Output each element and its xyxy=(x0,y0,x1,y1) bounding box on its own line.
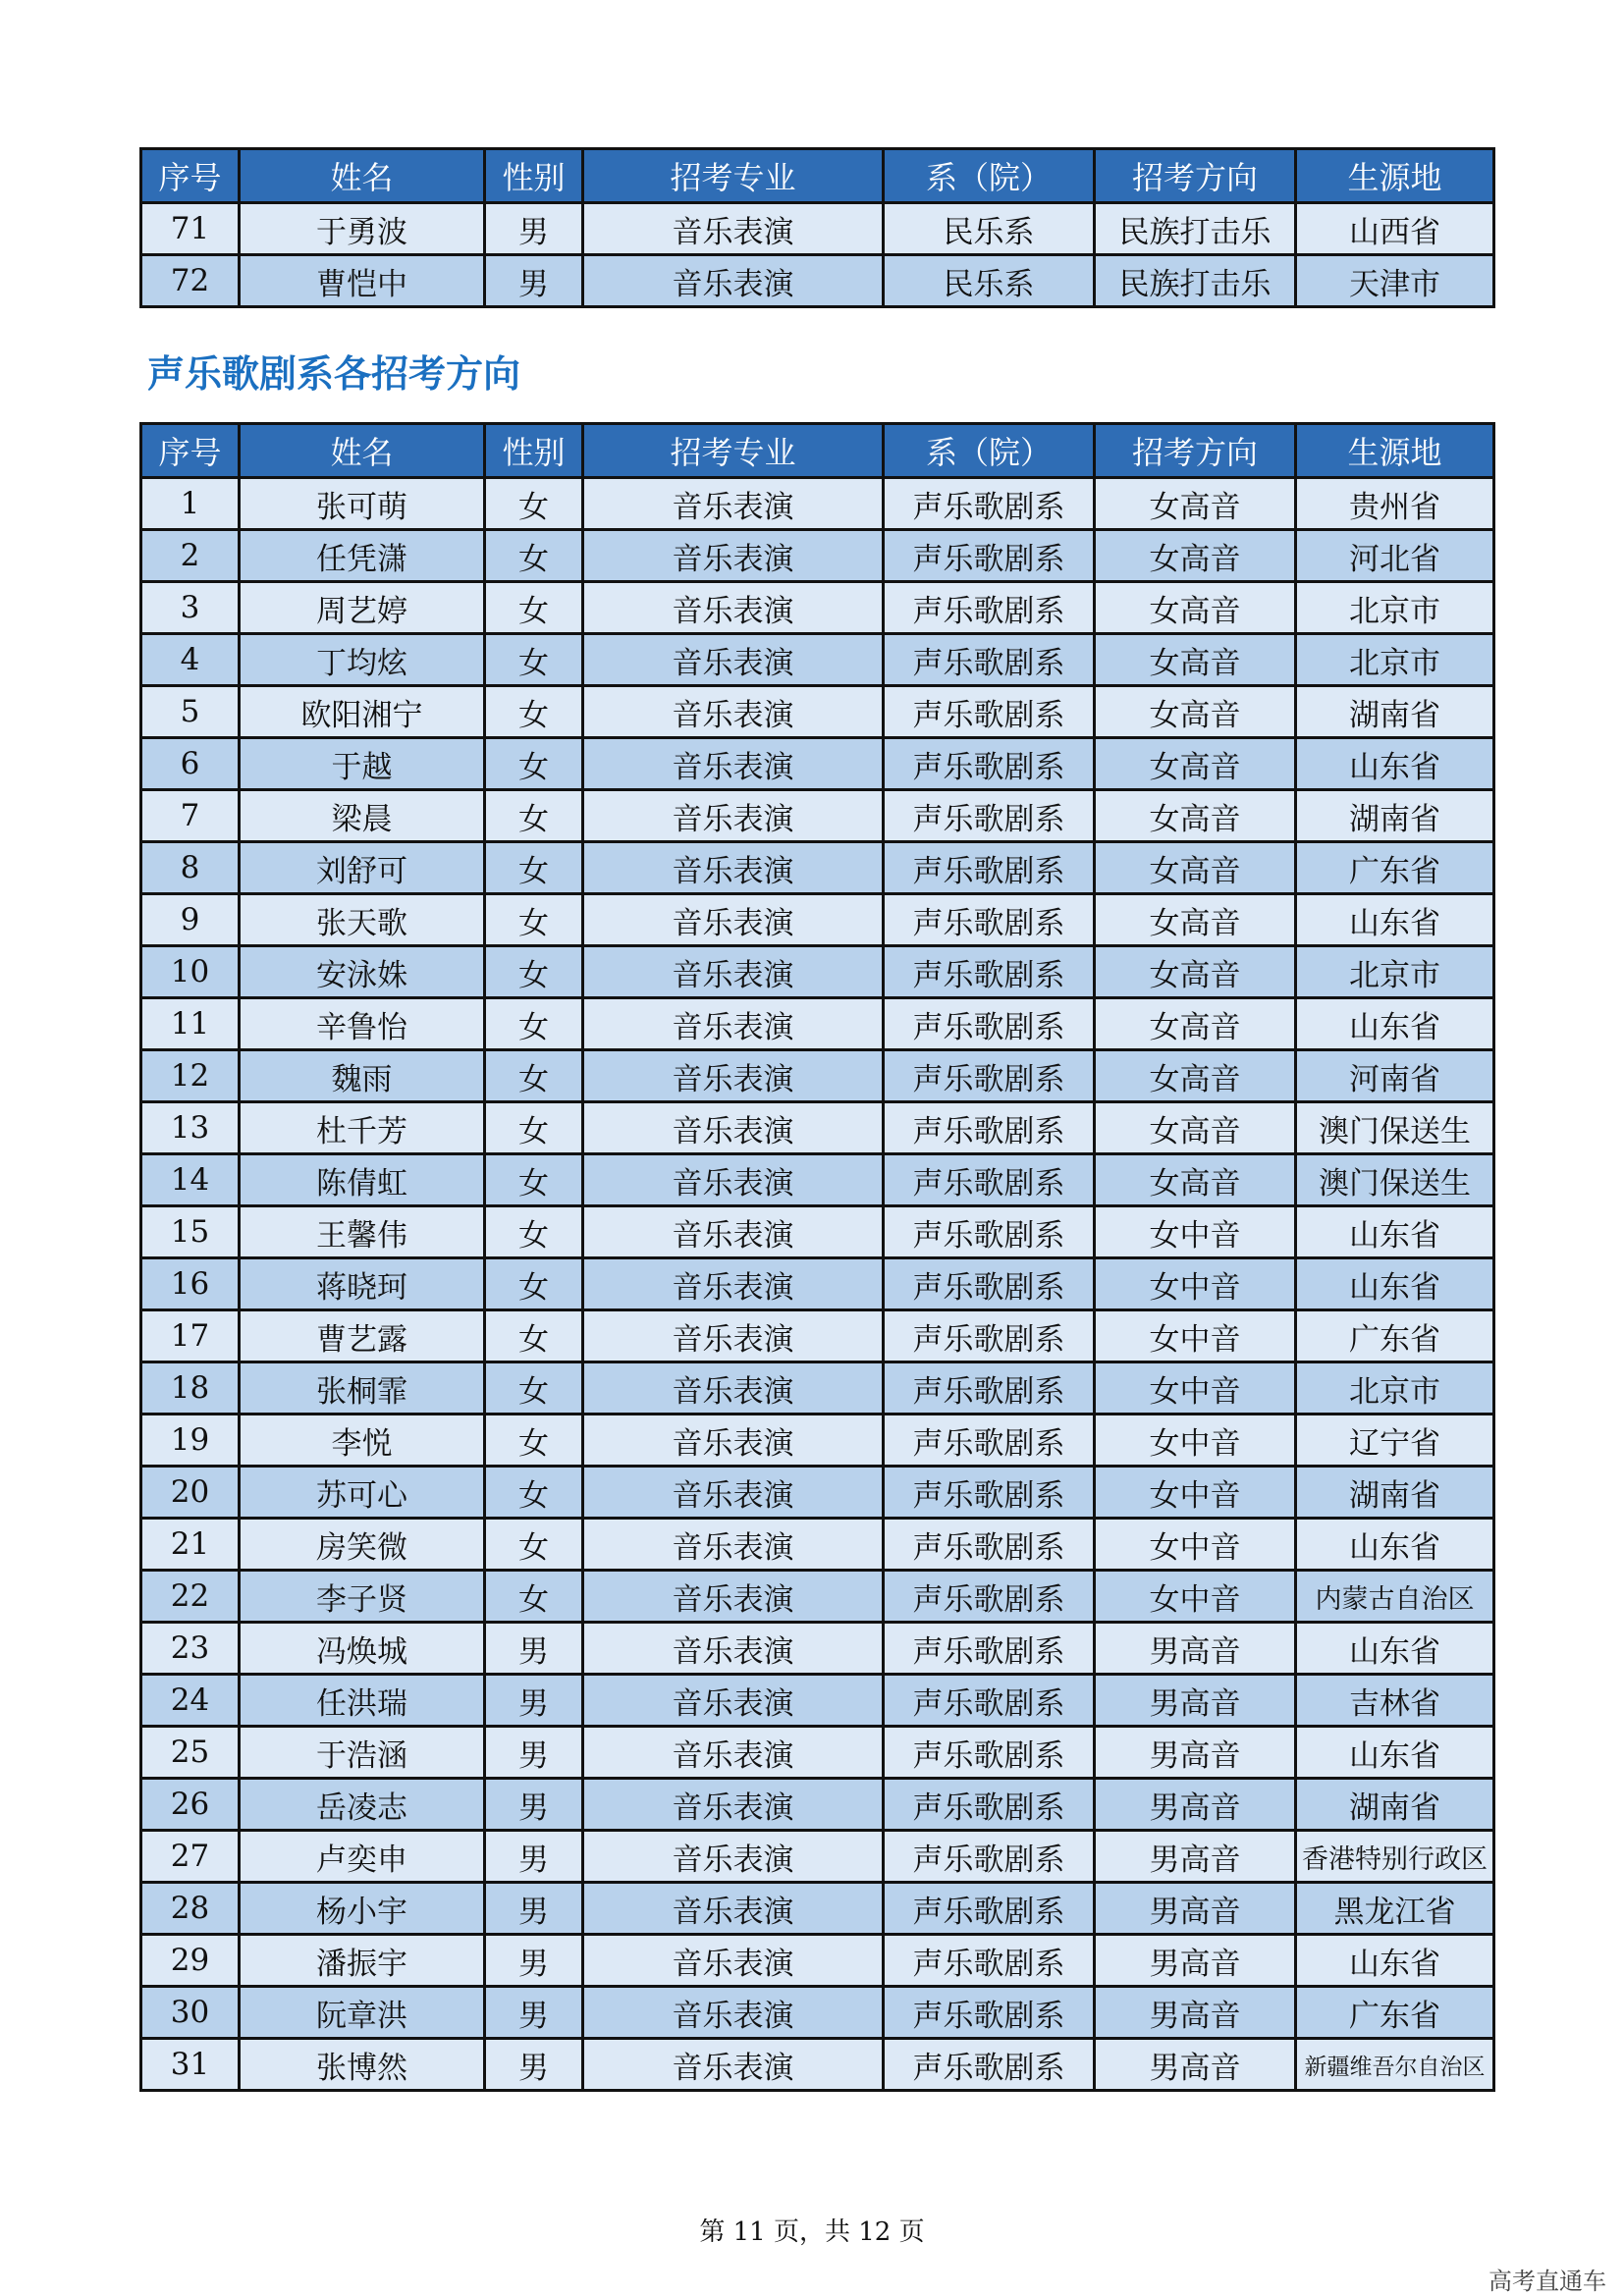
cell-gender: 女 xyxy=(485,1154,583,1206)
header-major: 招考专业 xyxy=(583,424,884,478)
cell-direction: 女中音 xyxy=(1095,1206,1296,1258)
cell-origin: 山东省 xyxy=(1296,1519,1494,1571)
cell-direction: 女中音 xyxy=(1095,1467,1296,1519)
cell-name: 丁均炫 xyxy=(240,634,485,686)
cell-direction: 女中音 xyxy=(1095,1519,1296,1571)
cell-gender: 男 xyxy=(485,203,583,255)
cell-name: 辛鲁怡 xyxy=(240,998,485,1050)
cell-major: 音乐表演 xyxy=(583,530,884,582)
header-index: 序号 xyxy=(141,149,240,203)
cell-major: 音乐表演 xyxy=(583,1362,884,1415)
cell-origin: 山东省 xyxy=(1296,894,1494,946)
cell-index: 17 xyxy=(141,1310,240,1362)
cell-index: 4 xyxy=(141,634,240,686)
cell-direction: 男高音 xyxy=(1095,2039,1296,2091)
cell-name: 苏可心 xyxy=(240,1467,485,1519)
cell-index: 15 xyxy=(141,1206,240,1258)
cell-direction: 女中音 xyxy=(1095,1362,1296,1415)
cell-gender: 男 xyxy=(485,255,583,307)
table-row xyxy=(141,686,1494,738)
cell-index: 3 xyxy=(141,582,240,634)
cell-index: 22 xyxy=(141,1571,240,1623)
table-row xyxy=(141,1727,1494,1779)
cell-name: 刘舒可 xyxy=(240,842,485,894)
header-gender: 性别 xyxy=(485,149,583,203)
cell-name: 梁晨 xyxy=(240,790,485,842)
cell-major: 音乐表演 xyxy=(583,1935,884,1987)
cell-major: 音乐表演 xyxy=(583,842,884,894)
table-header-row xyxy=(141,149,1494,203)
cell-direction: 女高音 xyxy=(1095,998,1296,1050)
cell-gender: 男 xyxy=(485,1779,583,1831)
cell-name: 杨小宇 xyxy=(240,1883,485,1935)
header-origin: 生源地 xyxy=(1296,424,1494,478)
cell-origin: 山西省 xyxy=(1296,203,1494,255)
cell-name: 冯焕城 xyxy=(240,1623,485,1675)
cell-major: 音乐表演 xyxy=(583,1571,884,1623)
cell-gender: 女 xyxy=(485,1519,583,1571)
cell-major: 音乐表演 xyxy=(583,1831,884,1883)
cell-department: 声乐歌剧系 xyxy=(884,998,1095,1050)
cell-department: 声乐歌剧系 xyxy=(884,894,1095,946)
cell-major: 音乐表演 xyxy=(583,1467,884,1519)
cell-department: 声乐歌剧系 xyxy=(884,1779,1095,1831)
cell-department: 声乐歌剧系 xyxy=(884,1467,1095,1519)
cell-origin: 湖南省 xyxy=(1296,790,1494,842)
cell-department: 声乐歌剧系 xyxy=(884,1050,1095,1102)
cell-direction: 女高音 xyxy=(1095,1154,1296,1206)
vocal-opera-table xyxy=(139,422,1495,2092)
cell-index: 5 xyxy=(141,686,240,738)
table-row xyxy=(141,738,1494,790)
cell-gender: 女 xyxy=(485,1102,583,1154)
cell-gender: 男 xyxy=(485,1727,583,1779)
table-row xyxy=(141,582,1494,634)
cell-gender: 女 xyxy=(485,842,583,894)
cell-name: 李子贤 xyxy=(240,1571,485,1623)
cell-origin: 黑龙江省 xyxy=(1296,1883,1494,1935)
cell-direction: 女高音 xyxy=(1095,1102,1296,1154)
cell-major: 音乐表演 xyxy=(583,894,884,946)
cell-gender: 女 xyxy=(485,478,583,530)
cell-gender: 女 xyxy=(485,1206,583,1258)
cell-direction: 女高音 xyxy=(1095,894,1296,946)
table-row xyxy=(141,1258,1494,1310)
cell-origin: 天津市 xyxy=(1296,255,1494,307)
header-name: 姓名 xyxy=(240,149,485,203)
table-row xyxy=(141,1571,1494,1623)
cell-origin: 湖南省 xyxy=(1296,686,1494,738)
cell-gender: 女 xyxy=(485,1050,583,1102)
cell-major: 音乐表演 xyxy=(583,1310,884,1362)
cell-department: 声乐歌剧系 xyxy=(884,1623,1095,1675)
cell-direction: 男高音 xyxy=(1095,1623,1296,1675)
cell-major: 音乐表演 xyxy=(583,478,884,530)
cell-gender: 男 xyxy=(485,1623,583,1675)
cell-name: 岳凌志 xyxy=(240,1779,485,1831)
table-row xyxy=(141,1779,1494,1831)
cell-gender: 男 xyxy=(485,1675,583,1727)
cell-origin: 山东省 xyxy=(1296,998,1494,1050)
cell-major: 音乐表演 xyxy=(583,1623,884,1675)
cell-origin: 广东省 xyxy=(1296,1987,1494,2039)
cell-major: 音乐表演 xyxy=(583,1206,884,1258)
cell-gender: 女 xyxy=(485,946,583,998)
cell-index: 8 xyxy=(141,842,240,894)
cell-direction: 男高音 xyxy=(1095,1675,1296,1727)
cell-department: 声乐歌剧系 xyxy=(884,530,1095,582)
cell-major: 音乐表演 xyxy=(583,203,884,255)
cell-direction: 女高音 xyxy=(1095,842,1296,894)
cell-gender: 女 xyxy=(485,530,583,582)
cell-index: 28 xyxy=(141,1883,240,1935)
cell-department: 声乐歌剧系 xyxy=(884,478,1095,530)
cell-department: 声乐歌剧系 xyxy=(884,1154,1095,1206)
cell-name: 张桐霏 xyxy=(240,1362,485,1415)
header-index: 序号 xyxy=(141,424,240,478)
cell-department: 声乐歌剧系 xyxy=(884,790,1095,842)
cell-index: 9 xyxy=(141,894,240,946)
section-title: 声乐歌剧系各招考方向 xyxy=(147,352,521,396)
cell-direction: 女中音 xyxy=(1095,1258,1296,1310)
cell-origin: 北京市 xyxy=(1296,634,1494,686)
header-gender: 性别 xyxy=(485,424,583,478)
cell-name: 欧阳湘宁 xyxy=(240,686,485,738)
table-row xyxy=(141,1415,1494,1467)
cell-gender: 女 xyxy=(485,1362,583,1415)
cell-gender: 女 xyxy=(485,1310,583,1362)
cell-gender: 男 xyxy=(485,1883,583,1935)
watermark: 高考直通车 xyxy=(1489,2268,1606,2295)
cell-origin: 山东省 xyxy=(1296,1258,1494,1310)
cell-origin: 湖南省 xyxy=(1296,1779,1494,1831)
cell-name: 阮章洪 xyxy=(240,1987,485,2039)
cell-name: 王馨伟 xyxy=(240,1206,485,1258)
cell-index: 20 xyxy=(141,1467,240,1519)
cell-origin: 新疆维吾尔自治区 xyxy=(1296,2039,1494,2091)
table-row xyxy=(141,1050,1494,1102)
cell-name: 曹恺中 xyxy=(240,255,485,307)
cell-name: 杜千芳 xyxy=(240,1102,485,1154)
cell-name: 李悦 xyxy=(240,1415,485,1467)
cell-major: 音乐表演 xyxy=(583,790,884,842)
cell-origin: 河北省 xyxy=(1296,530,1494,582)
table-row xyxy=(141,2039,1494,2091)
cell-origin: 贵州省 xyxy=(1296,478,1494,530)
header-department: 系（院） xyxy=(884,149,1095,203)
cell-department: 声乐歌剧系 xyxy=(884,1571,1095,1623)
cell-major: 音乐表演 xyxy=(583,582,884,634)
cell-direction: 民族打击乐 xyxy=(1095,255,1296,307)
cell-origin: 山东省 xyxy=(1296,1206,1494,1258)
cell-direction: 女高音 xyxy=(1095,686,1296,738)
table-row xyxy=(141,203,1494,255)
cell-direction: 民族打击乐 xyxy=(1095,203,1296,255)
cell-index: 23 xyxy=(141,1623,240,1675)
cell-major: 音乐表演 xyxy=(583,1675,884,1727)
cell-direction: 男高音 xyxy=(1095,1779,1296,1831)
header-department: 系（院） xyxy=(884,424,1095,478)
cell-department: 声乐歌剧系 xyxy=(884,1415,1095,1467)
cell-name: 任洪瑞 xyxy=(240,1675,485,1727)
table-row xyxy=(141,1154,1494,1206)
table-row xyxy=(141,1362,1494,1415)
cell-major: 音乐表演 xyxy=(583,686,884,738)
table-row xyxy=(141,1675,1494,1727)
cell-name: 于浩涵 xyxy=(240,1727,485,1779)
table-row xyxy=(141,255,1494,307)
cell-index: 14 xyxy=(141,1154,240,1206)
cell-major: 音乐表演 xyxy=(583,1102,884,1154)
cell-gender: 女 xyxy=(485,1415,583,1467)
cell-major: 音乐表演 xyxy=(583,255,884,307)
cell-index: 19 xyxy=(141,1415,240,1467)
cell-department: 声乐歌剧系 xyxy=(884,686,1095,738)
table-row xyxy=(141,634,1494,686)
cell-name: 张可萌 xyxy=(240,478,485,530)
admission-table-continued xyxy=(139,147,1495,308)
cell-direction: 男高音 xyxy=(1095,1831,1296,1883)
cell-gender: 女 xyxy=(485,634,583,686)
cell-department: 声乐歌剧系 xyxy=(884,1310,1095,1362)
cell-name: 陈倩虹 xyxy=(240,1154,485,1206)
header-name: 姓名 xyxy=(240,424,485,478)
cell-origin: 澳门保送生 xyxy=(1296,1154,1494,1206)
cell-major: 音乐表演 xyxy=(583,1258,884,1310)
cell-origin: 山东省 xyxy=(1296,1935,1494,1987)
cell-major: 音乐表演 xyxy=(583,1154,884,1206)
cell-major: 音乐表演 xyxy=(583,1779,884,1831)
table-row xyxy=(141,1102,1494,1154)
table-row xyxy=(141,790,1494,842)
cell-name: 魏雨 xyxy=(240,1050,485,1102)
cell-name: 卢奕申 xyxy=(240,1831,485,1883)
table-row xyxy=(141,1883,1494,1935)
cell-index: 1 xyxy=(141,478,240,530)
cell-gender: 女 xyxy=(485,790,583,842)
cell-name: 于勇波 xyxy=(240,203,485,255)
cell-gender: 女 xyxy=(485,686,583,738)
table-body xyxy=(141,203,1494,307)
cell-index: 13 xyxy=(141,1102,240,1154)
cell-gender: 男 xyxy=(485,2039,583,2091)
table-row xyxy=(141,842,1494,894)
cell-origin: 广东省 xyxy=(1296,842,1494,894)
cell-department: 声乐歌剧系 xyxy=(884,582,1095,634)
table-header-row xyxy=(141,424,1494,478)
cell-direction: 女高音 xyxy=(1095,530,1296,582)
cell-origin: 广东省 xyxy=(1296,1310,1494,1362)
cell-direction: 男高音 xyxy=(1095,1935,1296,1987)
cell-department: 声乐歌剧系 xyxy=(884,738,1095,790)
cell-department: 声乐歌剧系 xyxy=(884,1831,1095,1883)
cell-major: 音乐表演 xyxy=(583,1883,884,1935)
cell-major: 音乐表演 xyxy=(583,634,884,686)
table-row xyxy=(141,1987,1494,2039)
cell-gender: 女 xyxy=(485,738,583,790)
cell-major: 音乐表演 xyxy=(583,2039,884,2091)
cell-index: 10 xyxy=(141,946,240,998)
cell-direction: 女中音 xyxy=(1095,1571,1296,1623)
cell-gender: 女 xyxy=(485,894,583,946)
cell-direction: 女高音 xyxy=(1095,790,1296,842)
cell-department: 民乐系 xyxy=(884,203,1095,255)
cell-origin: 吉林省 xyxy=(1296,1675,1494,1727)
cell-name: 于越 xyxy=(240,738,485,790)
cell-direction: 女中音 xyxy=(1095,1310,1296,1362)
cell-index: 12 xyxy=(141,1050,240,1102)
cell-direction: 女高音 xyxy=(1095,582,1296,634)
cell-index: 24 xyxy=(141,1675,240,1727)
page-footer: 第 11 页，共 12 页 xyxy=(699,2217,925,2247)
cell-major: 音乐表演 xyxy=(583,1987,884,2039)
table-row xyxy=(141,998,1494,1050)
cell-origin: 湖南省 xyxy=(1296,1467,1494,1519)
table-row xyxy=(141,1519,1494,1571)
cell-department: 声乐歌剧系 xyxy=(884,1935,1095,1987)
cell-direction: 男高音 xyxy=(1095,1727,1296,1779)
cell-index: 30 xyxy=(141,1987,240,2039)
cell-index: 18 xyxy=(141,1362,240,1415)
cell-department: 声乐歌剧系 xyxy=(884,1519,1095,1571)
header-origin: 生源地 xyxy=(1296,149,1494,203)
cell-department: 声乐歌剧系 xyxy=(884,1727,1095,1779)
table-row xyxy=(141,1467,1494,1519)
table-body xyxy=(141,478,1494,2091)
cell-origin: 北京市 xyxy=(1296,582,1494,634)
cell-gender: 女 xyxy=(485,582,583,634)
cell-department: 声乐歌剧系 xyxy=(884,842,1095,894)
header-direction: 招考方向 xyxy=(1095,149,1296,203)
cell-name: 周艺婷 xyxy=(240,582,485,634)
cell-name: 安泳姝 xyxy=(240,946,485,998)
cell-direction: 女中音 xyxy=(1095,1415,1296,1467)
cell-name: 任凭潇 xyxy=(240,530,485,582)
cell-gender: 女 xyxy=(485,1258,583,1310)
cell-department: 声乐歌剧系 xyxy=(884,1102,1095,1154)
cell-origin: 河南省 xyxy=(1296,1050,1494,1102)
cell-origin: 山东省 xyxy=(1296,738,1494,790)
table-row xyxy=(141,1935,1494,1987)
cell-gender: 女 xyxy=(485,1467,583,1519)
cell-index: 72 xyxy=(141,255,240,307)
cell-origin: 山东省 xyxy=(1296,1727,1494,1779)
cell-origin: 辽宁省 xyxy=(1296,1415,1494,1467)
table-row xyxy=(141,1831,1494,1883)
cell-gender: 女 xyxy=(485,998,583,1050)
cell-department: 声乐歌剧系 xyxy=(884,946,1095,998)
cell-index: 27 xyxy=(141,1831,240,1883)
cell-index: 16 xyxy=(141,1258,240,1310)
cell-department: 声乐歌剧系 xyxy=(884,1258,1095,1310)
cell-index: 21 xyxy=(141,1519,240,1571)
cell-gender: 男 xyxy=(485,1831,583,1883)
cell-department: 声乐歌剧系 xyxy=(884,1675,1095,1727)
cell-origin: 内蒙古自治区 xyxy=(1296,1571,1494,1623)
table-row xyxy=(141,530,1494,582)
cell-index: 2 xyxy=(141,530,240,582)
cell-direction: 女高音 xyxy=(1095,738,1296,790)
cell-gender: 男 xyxy=(485,1935,583,1987)
cell-direction: 男高音 xyxy=(1095,1883,1296,1935)
table-row xyxy=(141,1623,1494,1675)
cell-name: 潘振宇 xyxy=(240,1935,485,1987)
cell-major: 音乐表演 xyxy=(583,1415,884,1467)
cell-index: 71 xyxy=(141,203,240,255)
cell-department: 声乐歌剧系 xyxy=(884,634,1095,686)
cell-major: 音乐表演 xyxy=(583,738,884,790)
cell-origin: 澳门保送生 xyxy=(1296,1102,1494,1154)
cell-origin: 香港特别行政区 xyxy=(1296,1831,1494,1883)
cell-index: 29 xyxy=(141,1935,240,1987)
cell-direction: 女高音 xyxy=(1095,946,1296,998)
table-row xyxy=(141,1206,1494,1258)
cell-department: 声乐歌剧系 xyxy=(884,1206,1095,1258)
cell-name: 张博然 xyxy=(240,2039,485,2091)
table-row xyxy=(141,478,1494,530)
cell-index: 7 xyxy=(141,790,240,842)
cell-department: 声乐歌剧系 xyxy=(884,2039,1095,2091)
table-row xyxy=(141,894,1494,946)
cell-origin: 北京市 xyxy=(1296,946,1494,998)
cell-name: 张天歌 xyxy=(240,894,485,946)
cell-gender: 女 xyxy=(485,1571,583,1623)
cell-direction: 女高音 xyxy=(1095,1050,1296,1102)
cell-major: 音乐表演 xyxy=(583,1727,884,1779)
cell-major: 音乐表演 xyxy=(583,1050,884,1102)
cell-index: 11 xyxy=(141,998,240,1050)
cell-major: 音乐表演 xyxy=(583,998,884,1050)
cell-name: 蒋晓珂 xyxy=(240,1258,485,1310)
cell-index: 26 xyxy=(141,1779,240,1831)
cell-name: 曹艺露 xyxy=(240,1310,485,1362)
header-major: 招考专业 xyxy=(583,149,884,203)
cell-index: 31 xyxy=(141,2039,240,2091)
cell-name: 房笑微 xyxy=(240,1519,485,1571)
cell-department: 声乐歌剧系 xyxy=(884,1987,1095,2039)
cell-direction: 男高音 xyxy=(1095,1987,1296,2039)
cell-direction: 女高音 xyxy=(1095,478,1296,530)
cell-index: 6 xyxy=(141,738,240,790)
table-row xyxy=(141,946,1494,998)
cell-major: 音乐表演 xyxy=(583,946,884,998)
cell-gender: 男 xyxy=(485,1987,583,2039)
cell-index: 25 xyxy=(141,1727,240,1779)
cell-origin: 北京市 xyxy=(1296,1362,1494,1415)
cell-origin: 山东省 xyxy=(1296,1623,1494,1675)
cell-department: 声乐歌剧系 xyxy=(884,1362,1095,1415)
header-direction: 招考方向 xyxy=(1095,424,1296,478)
cell-department: 民乐系 xyxy=(884,255,1095,307)
cell-major: 音乐表演 xyxy=(583,1519,884,1571)
table-row xyxy=(141,1310,1494,1362)
cell-direction: 女高音 xyxy=(1095,634,1296,686)
cell-department: 声乐歌剧系 xyxy=(884,1883,1095,1935)
